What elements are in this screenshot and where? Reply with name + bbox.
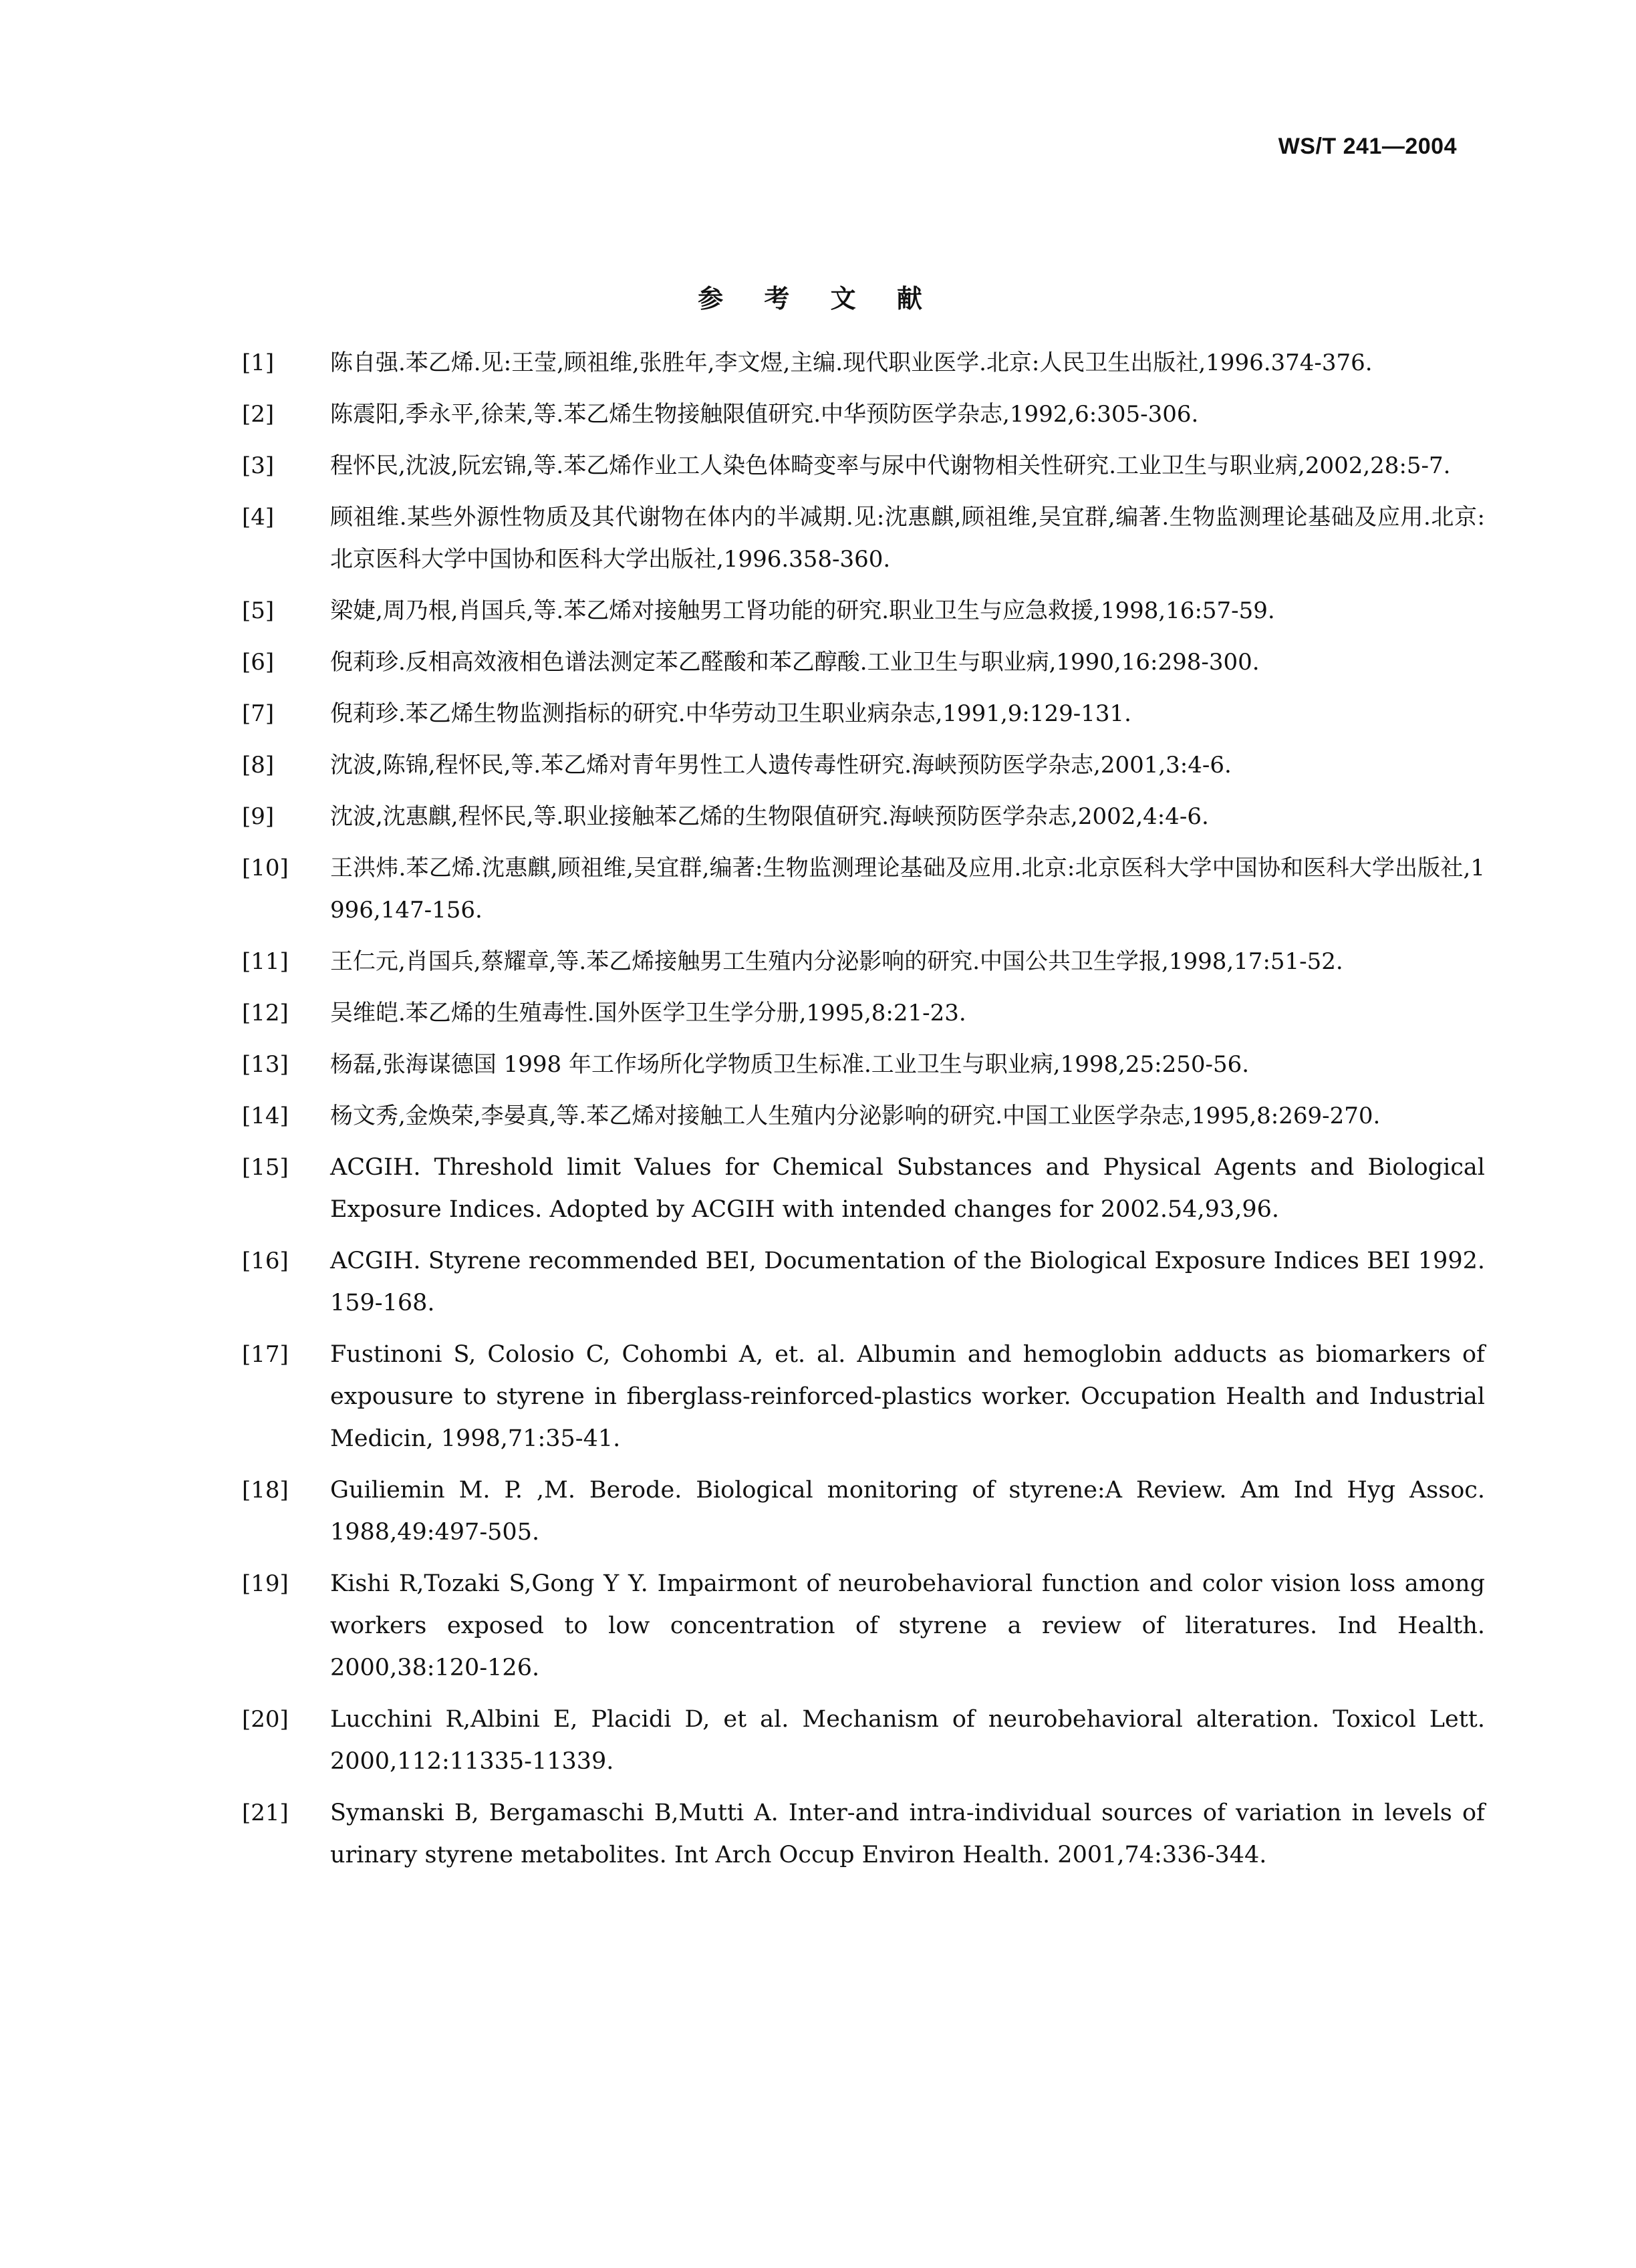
reference-item [242,693,1485,735]
reference-item [242,1044,1485,1086]
reference-text: 陈震阳,季永平,徐茉,等.苯乙烯生物接触限值研究.中华预防医学杂志,1992,6:305-306. [330,401,1199,428]
reference-text: 顾祖维.某些外源性物质及其代谢物在体内的半减期.见:沈惠麒,顾祖维,吴宜群,编著.生物监测理论基础及应用.北京:北京医科大学中国协和医科大学出版社,1996.358-360. [330,504,1485,573]
reference-text: ACGIH. Styrene recommended BEI, Documentation of the Biological Exposure Indices BEI 1992. 159-168. [330,1248,1485,1316]
reference-item [242,941,1485,983]
reference-item [242,497,1485,581]
reference-text: Kishi R,Tozaki S,Gong Y Y. Impairmont of neurobehavioral function and color vision loss among workers exposed to low concentration of styrene a review of literatures. Ind Health. 2000,38:120-126. [330,1570,1485,1681]
reference-text: Fustinoni S, Colosio C, Cohombi A, et. al. Albumin and hemoglobin adducts as biomarkers of expousure to styrene in fiberglass-reinforced-plastics worker. Occupation Health and Industrial Medicin, 1998,71:35-41. [330,1341,1485,1452]
reference-number: [9] [242,803,275,830]
reference-text: 王仁元,肖国兵,蔡耀章,等.苯乙烯接触男工生殖内分泌影响的研究.中国公共卫生学报,1998,17:51-52. [330,948,1343,975]
reference-number: [14] [242,1103,289,1129]
reference-text: 沈波,陈锦,程怀民,等.苯乙烯对青年男性工人遗传毒性研究.海峡预防医学杂志,2001,3:4-6. [330,752,1232,778]
reference-item [242,342,1485,384]
reference-number: [12] [242,1000,289,1026]
reference-item [242,1240,1485,1324]
reference-number: [1] [242,349,275,376]
reference-item [242,992,1485,1034]
reference-item [242,1147,1485,1231]
reference-text: Guiliemin M. P. ,M. Berode. Biological monitoring of styrene:A Review. Am Ind Hyg Assoc. 1988,49:497-505. [330,1477,1485,1546]
reference-item [242,590,1485,632]
reference-number: [11] [242,948,289,975]
reference-number: [21] [242,1800,289,1826]
reference-number: [8] [242,752,275,778]
reference-item [242,1792,1485,1876]
reference-number: [4] [242,504,275,531]
reference-number: [5] [242,597,275,624]
reference-text: 吴维皑.苯乙烯的生殖毒性.国外医学卫生学分册,1995,8:21-23. [330,1000,966,1026]
reference-text: 杨磊,张海谋德国 1998 年工作场所化学物质卫生标准.工业卫生与职业病,1998,25:250-56. [330,1051,1250,1078]
reference-number: [16] [242,1248,289,1274]
reference-item [242,642,1485,684]
reference-item [242,1469,1485,1554]
page-title: 参 考 文 献 [698,283,938,313]
reference-item [242,445,1485,487]
reference-text: 杨文秀,金焕荣,李晏真,等.苯乙烯对接触工人生殖内分泌影响的研究.中国工业医学杂志,1995,8:269-270. [330,1103,1381,1129]
reference-number: [2] [242,401,275,428]
reference-number: [10] [242,855,289,881]
reference-number: [3] [242,452,275,479]
reference-list [242,342,1485,1886]
reference-text: Lucchini R,Albini E, Placidi D, et al. Mechanism of neurobehavioral alteration. Toxicol Lett. 2000,112:11335-11339. [330,1706,1485,1775]
reference-text: 程怀民,沈波,阮宏锦,等.苯乙烯作业工人染色体畸变率与尿中代谢物相关性研究.工业卫生与职业病,2002,28:5-7. [330,452,1451,479]
reference-text: 王洪炜.苯乙烯.沈惠麒,顾祖维,吴宜群,编著:生物监测理论基础及应用.北京:北京医科大学中国协和医科大学出版社,1996,147-156. [330,855,1485,924]
reference-number: [15] [242,1154,289,1181]
reference-text: 倪莉珍.苯乙烯生物监测指标的研究.中华劳动卫生职业病杂志,1991,9:129-131. [330,700,1131,727]
reference-item [242,796,1485,838]
reference-item [242,1334,1485,1460]
reference-item [242,744,1485,787]
reference-number: [20] [242,1706,289,1733]
reference-item [242,394,1485,436]
reference-text: ACGIH. Threshold limit Values for Chemical Substances and Physical Agents and Biological Exposure Indices. Adopted by ACGIH with intended changes for 2002.54,93,96. [330,1154,1485,1223]
reference-text: 陈自强.苯乙烯.见:王莹,顾祖维,张胜年,李文煜,主编.现代职业医学.北京:人民卫生出版社,1996.374-376. [330,349,1373,376]
reference-item [242,1095,1485,1137]
reference-number: [13] [242,1051,289,1078]
reference-number: [17] [242,1341,289,1368]
standard-code: WS/T 241—2004 [1278,134,1457,159]
reference-text: 倪莉珍.反相高效液相色谱法测定苯乙醛酸和苯乙醇酸.工业卫生与职业病,1990,16:298-300. [330,649,1260,676]
reference-text: 沈波,沈惠麒,程怀民,等.职业接触苯乙烯的生物限值研究.海峡预防医学杂志,2002,4:4-6. [330,803,1209,830]
reference-number: [7] [242,700,275,727]
reference-number: [6] [242,649,275,676]
reference-item [242,1699,1485,1783]
reference-item [242,1563,1485,1689]
reference-item [242,847,1485,932]
reference-text: 梁婕,周乃根,肖国兵,等.苯乙烯对接触男工肾功能的研究.职业卫生与应急救援,1998,16:57-59. [330,597,1275,624]
reference-number: [19] [242,1570,289,1597]
reference-number: [18] [242,1477,289,1504]
reference-text: Symanski B, Bergamaschi B,Mutti A. Inter-and intra-individual sources of variation in levels of urinary styrene metabolites. Int Arch Occup Environ Health. 2001,74:336-344. [330,1800,1485,1868]
